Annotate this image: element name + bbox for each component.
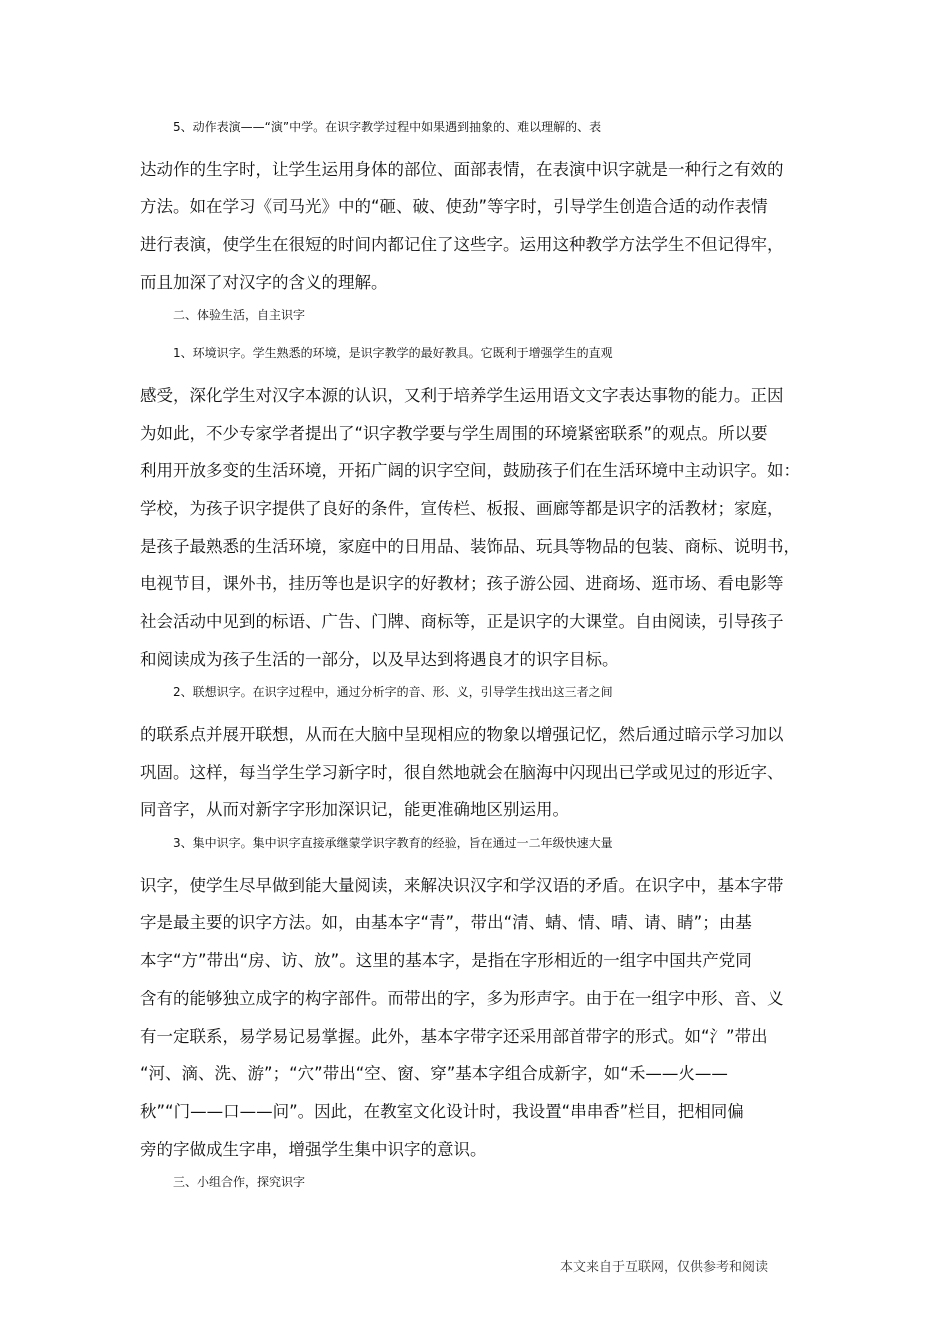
text-line: 进行表演，使学生在很短的时间内都记住了这些字。运用这种教学方法学生不但记得牢， xyxy=(140,235,784,255)
text-line: 同音字，从而对新字字形加深识记，能更准确地区别运用。 xyxy=(140,800,569,820)
text-line: 字是最主要的识字方法。如，由基本字“青”，带出“清、蜻、情、晴、请、睛”；由基 xyxy=(140,913,752,933)
text-line: 电视节目，课外书，挂历等也是识字的好教材；孩子游公园、进商场、逛市场、看电影等 xyxy=(140,574,784,594)
document-body xyxy=(140,118,810,1211)
text-line: 有一定联系，易学易记易掌握。此外，基本字带字还采用部首带字的形式。如“氵”带出 xyxy=(140,1026,768,1046)
text-line: 二、体验生活，自主识字 xyxy=(173,308,306,323)
text-line: 感受，深化学生对汉字本源的认识，又利于培养学生运用语文文字表达事物的能力。正因 xyxy=(140,385,784,405)
footer-note: 本文来自于互联网，仅供参考和阅读 xyxy=(560,1260,769,1275)
text-line: 是孩子最熟悉的生活环境，家庭中的日用品、装饰品、玩具等物品的包装、商标、说明书， xyxy=(140,536,800,556)
text-line: 含有的能够独立成字的构字部件。而带出的字，多为形声字。由于在一组字中形、音、义 xyxy=(140,988,784,1008)
text-line: 方法。如在学习《司马光》中的“砸、破、使劲”等字时，引导学生创造合适的动作表情 xyxy=(140,197,768,217)
text-line: 秋”“门——口——问”。因此，在教室文化设计时，我设置“串串香”栏目，把相同偏 xyxy=(140,1101,744,1121)
text-line: 2、联想识字。在识字过程中，通过分析字的音、形、义，引导学生找出这三者之间 xyxy=(173,685,613,700)
text-line: 旁的字做成生字串，增强学生集中识字的意识。 xyxy=(140,1139,487,1159)
text-line: 三、小组合作，探究识字 xyxy=(173,1175,306,1190)
text-line: 利用开放多变的生活环境，开拓广阔的识字空间，鼓励孩子们在生活环境中主动识字。如： xyxy=(140,461,800,481)
text-line: 学校，为孩子识字提供了良好的条件，宣传栏、板报、画廊等都是识字的活教材；家庭， xyxy=(140,498,784,518)
text-line: 识字，使学生尽早做到能大量阅读，来解决识汉字和学汉语的矛盾。在识字中，基本字带 xyxy=(140,875,784,895)
text-line: 3、集中识字。集中识字直接承继蒙学识字教育的经验，旨在通过一二年级快速大量 xyxy=(173,836,613,851)
text-line: 5、动作表演——“演”中学。在识字教学过程中如果遇到抽象的、难以理解的、表 xyxy=(173,120,602,134)
text-line: 巩固。这样，每当学生学习新字时，很自然地就会在脑海中闪现出已学或见过的形近字、 xyxy=(140,762,784,782)
text-line: 和阅读成为孩子生活的一部分，以及早达到将遇良才的识字目标。 xyxy=(140,649,619,669)
text-line: 为如此，不少专家学者提出了“识字教学要与学生周围的环境紧密联系”的观点。所以要 xyxy=(140,423,768,443)
text-line: 社会活动中见到的标语、广告、门牌、商标等，正是识字的大课堂。自由阅读，引导孩子 xyxy=(140,611,784,631)
text-line: 达动作的生字时，让学生运用身体的部位、面部表情，在表演中识字就是一种行之有效的 xyxy=(140,159,784,179)
text-line: “河、滴、洗、游”；“穴”带出“空、窗、穿”基本字组合成新字，如“禾——火—— xyxy=(140,1064,728,1084)
text-line: 而且加深了对汉字的含义的理解。 xyxy=(140,272,388,292)
text-line: 本字“方”带出“房、访、放”。这里的基本字，是指在字形相近的一组字中国共产党同 xyxy=(140,951,752,971)
text-line: 1、环境识字。学生熟悉的环境，是识字教学的最好教具。它既利于增强学生的直观 xyxy=(173,346,613,361)
text-line: 的联系点并展开联想，从而在大脑中呈现相应的物象以增强记忆，然后通过暗示学习加以 xyxy=(140,725,784,744)
